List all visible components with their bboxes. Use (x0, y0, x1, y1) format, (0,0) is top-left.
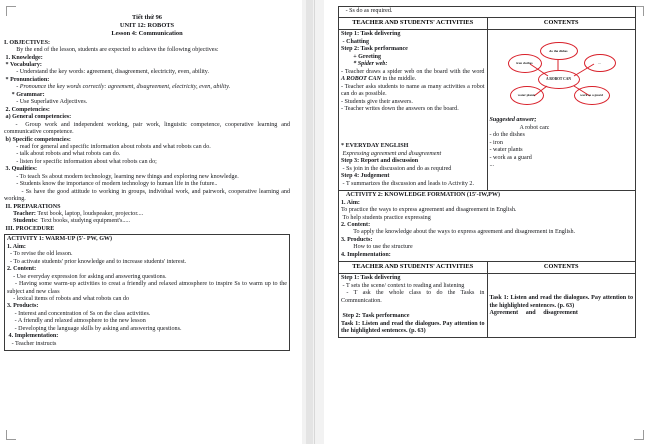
table1-activity-tail-line-5: - T summarizes the discussion and leads to Activity 2. (341, 180, 474, 187)
objectives-line-15: - listen for specific information about what robots can do; (4, 158, 157, 165)
table-activity-1-continued (338, 6, 636, 191)
objectives-line-10: a) General competencies: (4, 114, 72, 121)
objectives-line-13: - read for general and specific information about robots and what robots can do. (4, 143, 211, 150)
table2-activity-line-2: - T ask the whole class to do the Tasks in Communication. (341, 290, 487, 304)
activity-1-cell (5, 235, 290, 351)
table2-activities-spacer (341, 305, 485, 313)
objectives-section (4, 40, 290, 234)
objectives-line-2: 1. Knowledge: (4, 54, 43, 61)
activity-2-line-4: To apply the knowledge about the ways to express agreement and disagreement in English. (341, 229, 576, 236)
suggested-answer-intro: A robot can: (519, 124, 550, 131)
page-gutter (302, 0, 324, 444)
activity-2-line-1: To practice the ways to express agreement and disagreement in English. (341, 207, 517, 214)
teacher-materials: Text book, laptop, loudspeaker, projector.... (35, 211, 144, 218)
table2-contents-lines (490, 295, 634, 317)
table1-activity-line-5: - Teacher draws a spider web on the board with the word A ROBOT CAN in the middle. (341, 68, 487, 83)
table1-activity-line-2: Step 2: Task performance (341, 46, 408, 53)
objectives-line-14: - talk about robots and what robots can do. (4, 151, 121, 158)
activity-1-line-4: - Use everyday expression for asking and answering questions. (7, 273, 167, 280)
objectives-line-11: - Group work and independent working, pair work, linguistic competence, cooperative learning and communicative competence. (4, 121, 292, 136)
suggested-answer-items (490, 132, 634, 169)
table2-contents-spacer (490, 275, 634, 295)
table1-activity-tail-line-1: Expressing agreement and disagreement (341, 150, 442, 157)
lesson-header (4, 14, 290, 39)
table1-activities-tail (341, 143, 485, 188)
table1-activities-lines (341, 31, 485, 113)
activity-2-line-3: 2. Content: (341, 221, 371, 228)
objectives-line-20: II. PREPARATIONS (4, 203, 61, 210)
activity-1-line-7: 3. Products: (7, 303, 39, 310)
header-period: Tiết thứ 96 (132, 14, 162, 21)
activity-2-line-2: To help students practice expressing (341, 214, 431, 221)
activity-1-line-3: 2. Content: (7, 266, 37, 273)
table2-activity-2-line-0: Step 2: Task performance (341, 313, 410, 320)
table1-activity-tail-line-3: - Ss join in the discussion and do as required (341, 165, 452, 172)
activity-1-line-5: - Having some warm-up activities to creat a friendly and relaxed atmosphere to inspire Ss to warm up to the subject and new class (7, 281, 289, 295)
students-label: Students: (4, 218, 38, 225)
suggested-answer-item-0: - do the dishes (489, 132, 525, 139)
table1-header-activities: TEACHER AND STUDENTS' ACTIVITIES (339, 18, 488, 30)
table1-activity-line-7: - Students give their answers. (341, 98, 413, 105)
activity-1-lines (7, 244, 287, 348)
table1-activity-line-3: + Greeting (341, 53, 382, 60)
page-right-body (338, 6, 636, 338)
table1-contents-cell (487, 30, 636, 191)
activity-2-cell (339, 191, 636, 262)
activity-1-title: ACTIVITY 1: WARM-UP (5'- PW, GW) (7, 236, 113, 243)
objectives-line-23: III. PROCEDURE (4, 225, 55, 232)
crop-mark-bottom-left-icon (6, 430, 16, 440)
objectives-line-22 (4, 218, 290, 225)
table1-activity-line-6: - Teacher asks students to name as many activities a robot can do as possible. (341, 83, 487, 98)
table1-activity-tail-line-0: * EVERYDAY ENGLISH (341, 143, 409, 150)
table2-activities-lines (341, 275, 485, 305)
table2-header-activities: TEACHER AND STUDENTS' ACTIVITIES (339, 262, 488, 274)
activity-1-line-0: 1. Aim: (7, 243, 26, 250)
teacher-label: Teacher: (4, 211, 36, 218)
table1-activities-cell (339, 30, 488, 191)
activity-2-line-5: 3. Products: (341, 236, 373, 243)
objectives-line-3: * Vocabulary: (4, 61, 42, 68)
objectives-line-7: * Grammar: (4, 91, 45, 98)
activity-1-line-8: - Interest and concentration of Ss on the class activities. (7, 310, 151, 317)
table-activity-2 (338, 190, 636, 338)
web-node-2: do the dishes (540, 42, 578, 60)
objectives-line-21 (4, 211, 290, 218)
objectives-line-0: I. OBJECTIVES: (4, 39, 51, 46)
page-right (324, 0, 650, 444)
web-node-4: water plants (510, 86, 544, 105)
table1-activity-tail-line-4: Step 4: Judgement (341, 173, 390, 180)
activity-2-lines (341, 200, 633, 260)
objectives-line-1: By the end of the lesson, students are expected to achieve the following objectives: (4, 47, 219, 54)
objectives-line-12: b) Specific competencies: (4, 136, 71, 143)
objectives-line-16: 3. Qualities: (4, 166, 38, 173)
header-lesson: Lesson 4: Communication (111, 30, 183, 38)
objectives-line-9: 2. Competencies: (4, 106, 50, 113)
web-node-5: work as a guard (574, 86, 610, 105)
crop-mark-bottom-right-icon (634, 430, 644, 440)
students-materials: Text books, studying equipment's..... (37, 218, 131, 225)
objectives-line-8: - Use Superlative Adjectives. (4, 99, 88, 106)
table1-activity-line-4: * Spider web: (341, 61, 388, 68)
page-left (0, 0, 302, 444)
table2-content-line-0: Task 1: Listen and read the dialogues. Pay attention to the highlighted sentences. (p. 63) (489, 295, 635, 309)
table1-activity-line-1: - Chatting (341, 38, 370, 45)
table2-contents-cell (487, 274, 636, 338)
suggested-answer-item-3: - work as a guard (489, 154, 532, 161)
activity-1-line-10: - Developing the language skills by asking and answering questions. (7, 325, 182, 332)
activities-spacer (341, 113, 485, 143)
objectives-line-17: - To teach Ss about modern technology, learning new things and exploring new knowledge. (4, 173, 239, 180)
activity-1-line-6: - lexical items of robots and what robots can do (7, 296, 130, 303)
web-node-3: ... (584, 54, 616, 72)
table2-activities-lines-2 (341, 313, 485, 335)
activity-1-table (4, 234, 290, 351)
table2-activity-line-1: - T sets the scene/ context to reading and listening (341, 282, 465, 289)
table2-content-line-1: Agreement and disagreement (489, 310, 578, 317)
suggested-answer-label: Suggested answer; (489, 117, 537, 124)
suggested-answer-item-1: - iron (489, 139, 503, 146)
activity-1-line-9: - A friendly and relaxed atmosphere to the new lesson (7, 318, 146, 325)
table2-activities-cell (339, 274, 488, 338)
spider-web-diagram (490, 34, 634, 116)
top-row-text: - Ss do as required. (341, 8, 393, 14)
table1-header-contents: CONTENTS (487, 18, 636, 30)
objectives-line-19: - Ss have the good attitude to working in groups, individual work, and pairwork, cooperative learning and working. (4, 188, 292, 203)
table1-activity-tail-line-2: Step 3: Report and discussion (341, 158, 419, 165)
objectives-line-5: * Pronunciation: (4, 76, 50, 83)
web-node-1: iron clothes (508, 54, 542, 73)
activity-1-line-11: 4. Implementation: (7, 333, 59, 340)
suggested-answer-item-4: ... (489, 162, 495, 169)
objectives-line-18: - Students know the importance of modern technology to human life in the future.. (4, 181, 218, 188)
top-row-cell (339, 7, 636, 18)
table2-activity-line-0: Step 1: Task delivering (341, 275, 401, 282)
activity-1-line-2: - To activate students' prior knowledge and to increase students' interest. (7, 258, 187, 265)
activity-2-line-7: 4. Implementation: (341, 251, 391, 258)
activity-2-line-6: How to use the structure (341, 244, 413, 251)
table1-activity-line-8: - Teacher writes down the answers on the board. (341, 105, 459, 112)
activity-1-line-12: - Teacher instructs (7, 340, 57, 347)
objectives-line-6: - Pronounce the key words correctly: agreement, disagreement, electricity, even, ability. (4, 84, 231, 91)
header-unit: UNIT 12: ROBOTS (119, 22, 175, 30)
robot-can-emphasis: A ROBOT CAN (341, 76, 381, 83)
page-left-body (4, 14, 290, 351)
activity-1-line-1: - To revise the old lesson. (7, 251, 73, 258)
activity-2-title: ACTIVITY 2: KNOWLEDGE FORMATION (15'-IW,PW) (346, 192, 500, 199)
table2-header-contents: CONTENTS (487, 262, 636, 274)
activity-2-line-0: 1. Aim: (341, 199, 360, 206)
table2-activity-2-line-1: Task 1: Listen and read the dialogues. Pay attention to the highlighted sentences. (p. 63) (341, 320, 487, 334)
objectives-line-4: - Understand the key words: agreement, disagreement, electricity, even, ability. (4, 69, 209, 76)
table1-activity-line-0: Step 1: Task delivering (341, 31, 401, 38)
suggested-answer-item-2: - water plants (489, 147, 523, 154)
web-node-center: A ROBOT CAN (538, 70, 580, 89)
